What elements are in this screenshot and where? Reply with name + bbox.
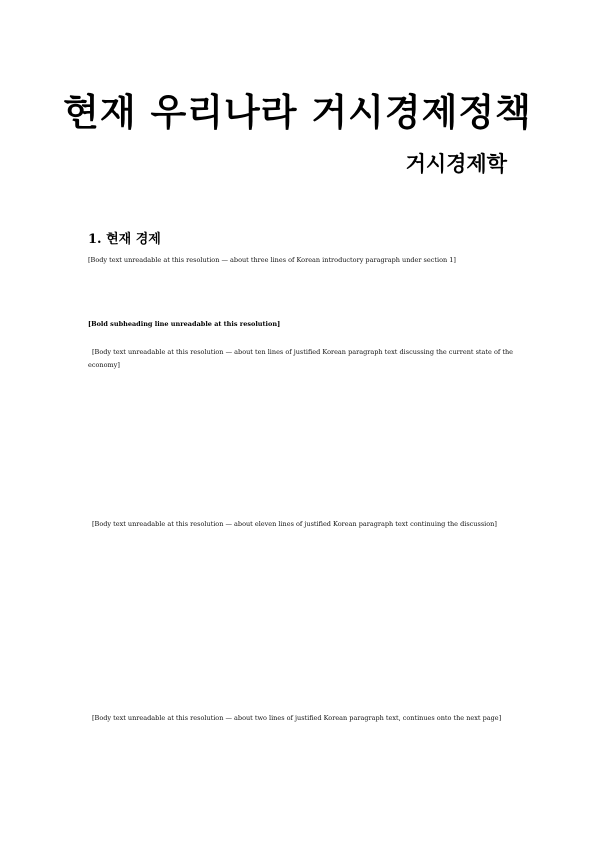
body-paragraph: [Body text unreadable at this resolution — about eleven lines of justified Korean paragraph text continuing the discussion] xyxy=(92,520,497,528)
document-title: 현재 우리나라 거시경제정책 xyxy=(63,90,532,134)
intro-paragraph: [Body text unreadable at this resolution — about three lines of Korean introductory paragraph under section 1] xyxy=(88,256,456,264)
document-subtitle: 거시경제학 xyxy=(405,151,507,176)
section-heading: 1. 현재 경제 xyxy=(88,232,161,247)
body-paragraph: [Body text unreadable at this resolution — about two lines of justified Korean paragraph text, continues onto the next page] xyxy=(92,714,502,722)
body-paragraph: [Body text unreadable at this resolution — about ten lines of justified Korean paragraph text discussing the current state of the economy] xyxy=(88,348,513,369)
subheading: [Bold subheading line unreadable at this resolution] xyxy=(88,320,281,328)
